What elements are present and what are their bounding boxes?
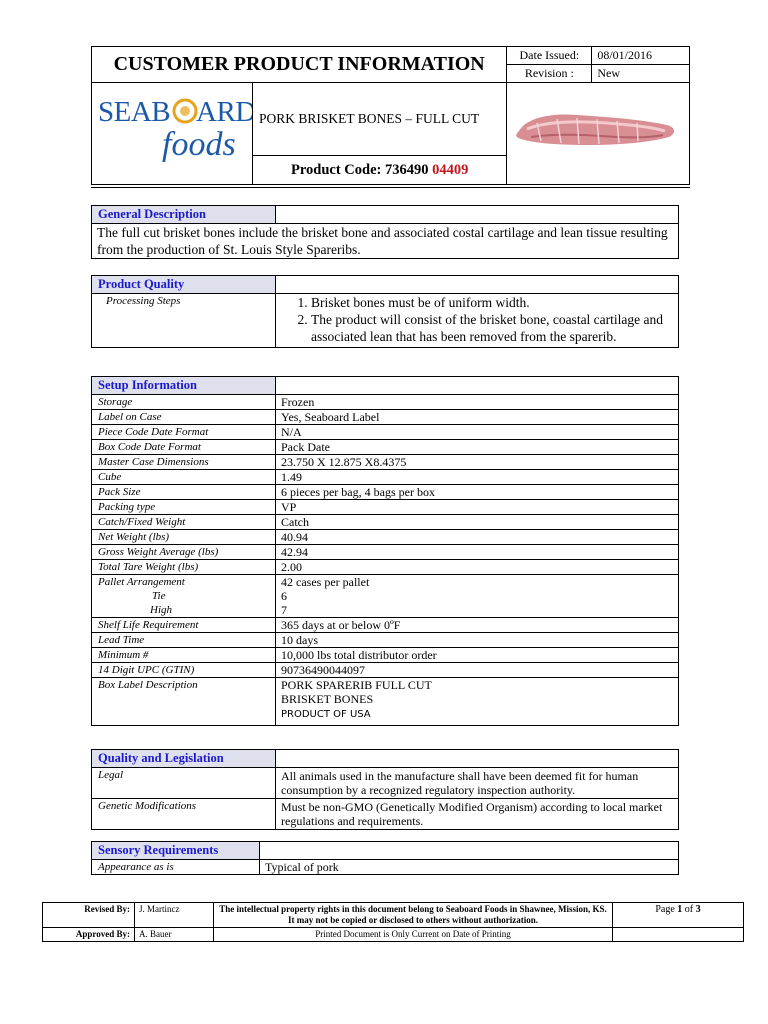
setup-label: Minimum # xyxy=(92,648,276,663)
setup-label: Pack Size xyxy=(92,485,276,500)
appearance-value: Typical of pork xyxy=(260,860,679,875)
product-quality-table xyxy=(91,275,679,348)
setup-value: Frozen xyxy=(276,395,679,410)
pallet-labels-cell xyxy=(92,575,276,618)
setup-label: Lead Time xyxy=(92,633,276,648)
pallet-arrangement-value: 42 cases per pallet xyxy=(281,575,370,589)
setup-value: 2.00 xyxy=(276,560,679,575)
date-issued-value: 08/01/2016 xyxy=(597,48,652,62)
product-code-label: Product Code: 736490 xyxy=(290,161,429,178)
appearance-label: Appearance as is xyxy=(92,860,260,875)
setup-label: Total Tare Weight (lbs) xyxy=(92,560,276,575)
setup-value: 23.750 X 12.875 X8.4375 xyxy=(276,455,679,470)
tie-label: Tie xyxy=(152,590,166,602)
setup-value: Yes, Seaboard Label xyxy=(276,410,679,425)
ip-notice: The intellectual property rights in this document belong to Seaboard Foods in Shawnee, Mission, KS. It may not be copied or disclosed to others without authorization. xyxy=(214,903,613,928)
sensory-requirements-table xyxy=(91,841,679,875)
setup-value: 42.94 xyxy=(276,545,679,560)
genetic-modifications-value: Must be non-GMO (Genetically Modified Organism) according to local market regulations and requirements. xyxy=(276,799,679,830)
genetic-modifications-label: Genetic Modifications xyxy=(92,799,276,830)
legal-value: All animals used in the manufacture shall have been deemed fit for human consumption by a recognized regulatory inspection authority. xyxy=(276,768,679,799)
product-code-suffix: 04409 xyxy=(432,161,469,178)
sensory-requirements-heading: Sensory Requirements xyxy=(92,842,260,860)
product-image-cell xyxy=(507,83,690,185)
pallet-arrangement-label: Pallet Arrangement xyxy=(98,576,185,588)
revised-by-value: J. Martincz xyxy=(135,903,214,928)
approved-by-label: Approved By: xyxy=(43,928,135,942)
box-label-description-cell xyxy=(276,678,679,726)
setup-value: 1.49 xyxy=(276,470,679,485)
revision-label-cell xyxy=(507,65,592,83)
svg-text:foods: foods xyxy=(162,126,236,163)
setup-value: Pack Date xyxy=(276,440,679,455)
setup-information-table xyxy=(91,376,679,726)
setup-value: 40.94 xyxy=(276,530,679,545)
setup-label: Shelf Life Requirement xyxy=(92,618,276,633)
setup-value: 10 days xyxy=(276,633,679,648)
setup-label: Gross Weight Average (lbs) xyxy=(92,545,276,560)
setup-value: 90736490044097 xyxy=(276,663,679,678)
general-description-text: The full cut brisket bones include the brisket bone and associated costal cartilage and lean tissue resulting from the production of St. Louis Style Spareribs. xyxy=(92,224,679,259)
svg-text:SEAB: SEAB xyxy=(98,96,171,128)
revised-by-label: Revised By: xyxy=(43,903,135,928)
logo-cell xyxy=(92,83,253,185)
printed-note: Printed Document is Only Current on Date of Printing xyxy=(214,928,613,942)
product-quality-heading-blank xyxy=(276,276,679,294)
setup-label: Piece Code Date Format xyxy=(92,425,276,440)
page-total: 3 xyxy=(695,904,701,915)
header-divider xyxy=(91,187,690,188)
setup-value: 6 pieces per bag, 4 bags per box xyxy=(276,485,679,500)
general-description-heading: General Description xyxy=(92,206,276,224)
approved-by-value: A. Bauer xyxy=(135,928,214,942)
high-value: 7 xyxy=(281,603,287,617)
general-description-table xyxy=(91,205,679,259)
processing-step: 1. Brisket bones must be of uniform width. xyxy=(311,294,673,311)
setup-value: 10,000 lbs total distributor order xyxy=(276,648,679,663)
processing-steps-list xyxy=(281,294,673,345)
legal-label: Legal xyxy=(92,768,276,799)
date-issued-cell xyxy=(592,47,690,65)
setup-information-heading-blank xyxy=(276,377,679,395)
page-number-cell xyxy=(613,903,744,928)
date-issued-label-cell xyxy=(507,47,592,65)
processing-steps-label: Processing Steps xyxy=(92,294,276,348)
setup-label: Box Code Date Format xyxy=(92,440,276,455)
setup-label: Cube xyxy=(92,470,276,485)
setup-value: VP xyxy=(276,500,679,515)
page-number: 1 xyxy=(677,904,683,915)
page-of: of xyxy=(684,904,694,915)
processing-steps-cell xyxy=(276,294,679,348)
setup-label: Packing type xyxy=(92,500,276,515)
product-name-cell xyxy=(253,83,507,156)
product-code-cell xyxy=(253,156,507,185)
revision-cell xyxy=(592,65,690,83)
seaboard-foods-logo xyxy=(92,83,252,179)
setup-label: 14 Digit UPC (GTIN) xyxy=(92,663,276,678)
box-label-line: BRISKET BONES xyxy=(281,692,374,706)
box-label-line: PORK SPARERIB FULL CUT xyxy=(281,678,432,692)
date-issued-label: Date Issued: xyxy=(519,48,580,62)
document-title-cell xyxy=(92,47,507,83)
setup-label: Net Weight (lbs) xyxy=(92,530,276,545)
product-name: PORK BRISKET BONES – FULL CUT xyxy=(259,111,480,127)
box-label-description-label: Box Label Description xyxy=(92,678,276,726)
revision-value: New xyxy=(597,66,620,80)
setup-label: Storage xyxy=(92,395,276,410)
sensory-requirements-heading-blank xyxy=(260,842,679,860)
setup-label: Master Case Dimensions xyxy=(92,455,276,470)
pork-brisket-image xyxy=(507,83,687,179)
tie-value: 6 xyxy=(281,589,287,603)
setup-label: Label on Case xyxy=(92,410,276,425)
setup-information-heading: Setup Information xyxy=(92,377,276,395)
pallet-values-cell xyxy=(276,575,679,618)
quality-legislation-heading-blank xyxy=(276,750,679,768)
revision-label: Revision : xyxy=(524,66,574,80)
high-label: High xyxy=(150,604,172,616)
footer-blank-cell xyxy=(613,928,744,942)
setup-value: Catch xyxy=(276,515,679,530)
product-quality-heading: Product Quality xyxy=(92,276,276,294)
general-description-heading-blank xyxy=(276,206,679,224)
footer-table xyxy=(42,902,744,942)
document-title-text: CUSTOMER PRODUCT INFORMATION xyxy=(113,53,485,75)
box-label-line: PRODUCT OF USA xyxy=(281,709,371,720)
page-prefix: Page xyxy=(655,904,675,915)
quality-legislation-heading: Quality and Legislation xyxy=(92,750,276,768)
processing-step: 2. The product will consist of the brisket bone, coastal cartilage and associated lean that has been removed from the sparerib. xyxy=(311,311,673,345)
quality-legislation-table xyxy=(91,749,679,830)
setup-label: Catch/Fixed Weight xyxy=(92,515,276,530)
setup-value: N/A xyxy=(276,425,679,440)
setup-value: 365 days at or below 0ºF xyxy=(276,618,679,633)
svg-text:ARD: ARD xyxy=(196,96,252,128)
header-grid xyxy=(91,46,690,185)
